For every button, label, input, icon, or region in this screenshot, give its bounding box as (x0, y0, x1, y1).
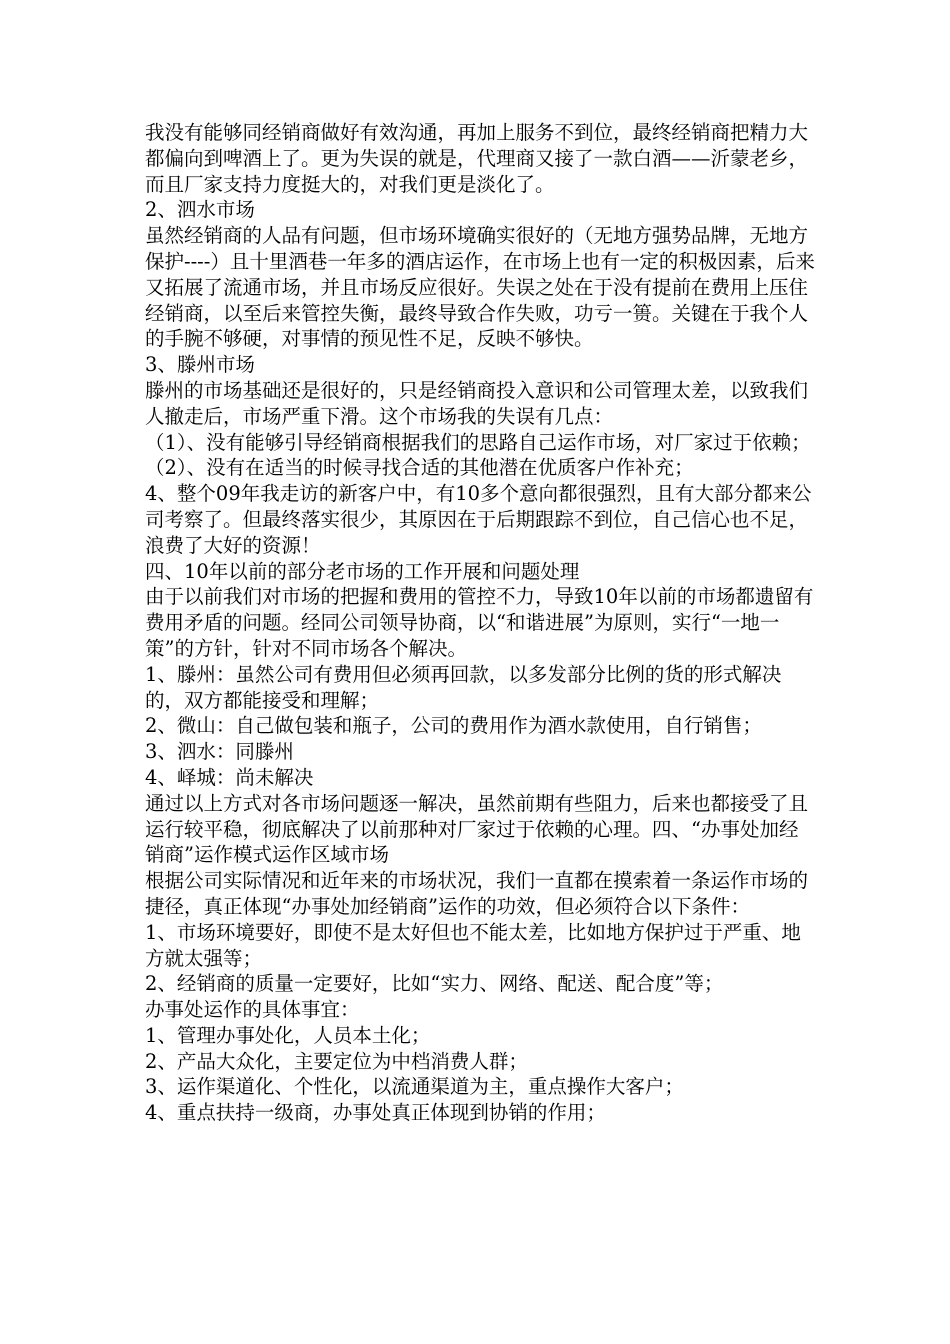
paragraph-sishui-analysis: 虽然经销商的人品有问题，但市场环境确实很好的（无地方强势品牌，无地方保护----）且十里酒巷一年多的酒店运作，在市场上也有一定的积极因素，后来又拓展了流通市场，并且市场反应很好。失误之处在于没有提前在费用上压住经销商，以至后来管控失衡，最终导致合作失败，功亏一篑。关键在于我个人的手腕不够硬，对事情的预见性不足，反映不够快。 (145, 224, 815, 351)
list-item-tengzhou-1: （1）、没有能够引导经销商根据我们的思路自己运作市场，对厂家过于依赖； (145, 430, 811, 454)
list-item-condition-1: 1、市场环境要好，即使不是太好但也不能太差，比如地方保护过于严重、地方就太强等； (145, 920, 801, 970)
heading-office-operations: 办事处运作的具体事宜： (145, 998, 360, 1022)
paragraph-new-customers: 4、整个09年我走访的新客户中，有10多个意向都很强烈，且有大部分都来公司考察了。但最终落实很少，其原因在于后期跟踪不到位，自己信心也不足，浪费了大好的资源！ (145, 482, 812, 557)
list-item-tengzhou-2: （2）、没有在适当的时候寻找合适的其他潜在优质客户作补充； (145, 456, 694, 480)
list-item-operation-4: 4、重点扶持一级商，办事处真正体现到协销的作用； (145, 1101, 606, 1125)
paragraph-communication-failure: 我没有能够同经销商做好有效沟通，再加上服务不到位，最终经销商把精力大都偏向到啤酒上了。更为失误的就是，代理商又接了一款白酒——沂蒙老乡，而且厂家支持力度挺大的，对我们更是淡化了。 (145, 121, 809, 196)
list-item-operation-2: 2、产品大众化，主要定位为中档消费人群； (145, 1049, 528, 1073)
paragraph-old-markets-intro: 由于以前我们对市场的把握和费用的管控不力，导致10年以前的市场都遗留有费用矛盾的问题。经同公司领导协商，以“和谐进展”为原则，实行“一地一策”的方针，针对不同市场各个解决。 (145, 585, 814, 660)
heading-old-markets: 四、10年以前的部分老市场的工作开展和问题处理 (145, 559, 580, 583)
heading-sishui-market: 2、泗水市场 (145, 198, 255, 222)
list-item-operation-3: 3、运作渠道化、个性化，以流通渠道为主，重点操作大客户； (145, 1075, 684, 1099)
list-item-operation-1: 1、管理办事处化，人员本土化； (145, 1023, 431, 1047)
heading-tengzhou-market: 3、滕州市场 (145, 353, 255, 377)
list-item-yicheng-resolution: 4、峄城：尚未解决 (145, 765, 314, 789)
list-item-tengzhou-resolution: 1、滕州：虽然公司有费用但必须再回款，以多发部分比例的货的形式解决的，双方都能接受和理解； (145, 662, 782, 712)
paragraph-tengzhou-analysis: 滕州的市场基础还是很好的，只是经销商投入意识和公司管理太差，以致我们人撤走后，市场严重下滑。这个市场我的失误有几点： (145, 378, 809, 428)
paragraph-office-model-intro: 根据公司实际情况和近年来的市场状况，我们一直都在摸索着一条运作市场的捷径，真正体现“办事处加经销商”运作的功效，但必须符合以下条件： (145, 869, 809, 918)
list-item-sishui-resolution: 3、泗水：同滕州 (145, 740, 294, 764)
list-item-condition-2: 2、经销商的质量一定要好，比如“实力、网络、配送、配合度”等； (145, 972, 724, 996)
paragraph-resolution-summary: 通过以上方式对各市场问题逐一解决，虽然前期有些阻力，后来也都接受了且运行较平稳，彻底解决了以前那种对厂家过于依赖的心理。四、“办事处加经销商”运作模式运作区域市场 (145, 791, 809, 867)
document-body (145, 120, 817, 1126)
list-item-weishan-resolution: 2、微山：自己做包装和瓶子，公司的费用作为酒水款使用，自行销售； (145, 714, 762, 738)
